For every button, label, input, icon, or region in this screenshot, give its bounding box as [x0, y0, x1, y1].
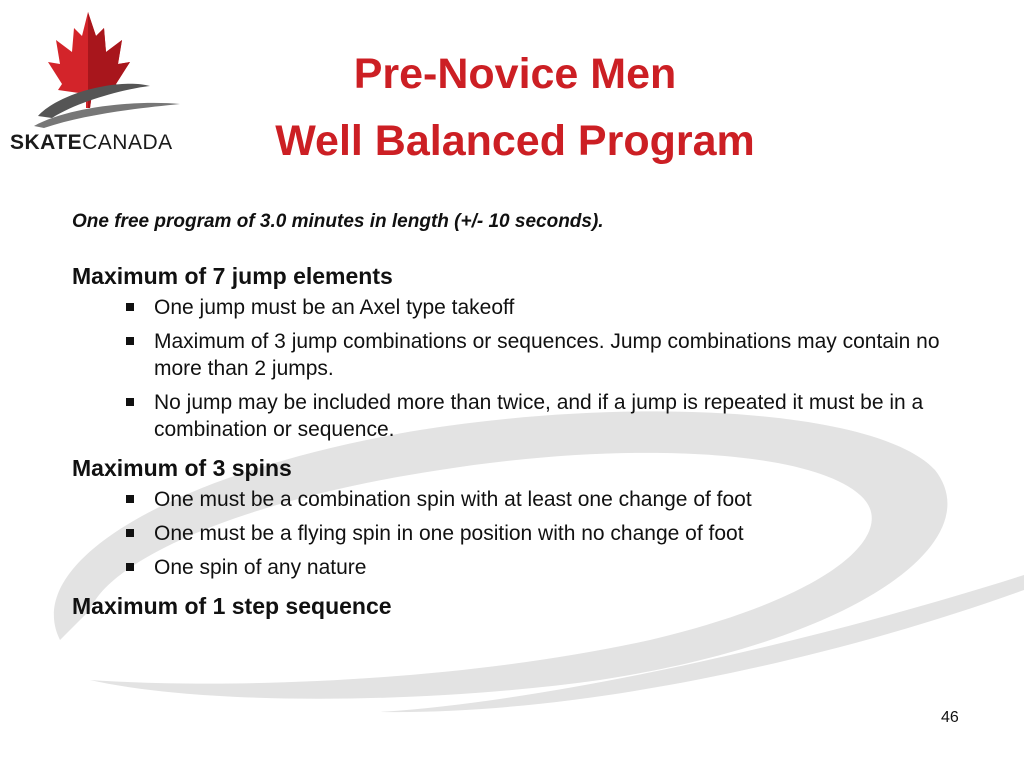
square-bullet-icon: [126, 303, 134, 311]
section-heading-jumps: Maximum of 7 jump elements: [72, 263, 393, 289]
skate-canada-logo: [0, 0, 222, 172]
square-bullet-icon: [126, 529, 134, 537]
logo-text-skate: SKATE: [10, 131, 83, 154]
section-heading-steps: Maximum of 1 step sequence: [72, 593, 392, 619]
jump-rules-list: [72, 294, 972, 443]
slide-title-line1: Pre-Novice Men: [353, 50, 677, 98]
list-item-text: No jump may be included more than twice, and if a jump is repeated it must be in a combination or sequence.: [154, 391, 924, 441]
spin-rules-list: [72, 486, 972, 581]
list-item-text: One jump must be an Axel type takeoff: [154, 296, 515, 319]
list-item-text: One must be a flying spin in one position with no change of foot: [154, 522, 744, 545]
list-item: [154, 328, 954, 382]
square-bullet-icon: [126, 495, 134, 503]
page-number: 46: [941, 709, 959, 726]
maple-leaf-icon: [30, 8, 190, 130]
program-length-note: One free program of 3.0 minutes in length (+/- 10 seconds).: [72, 211, 604, 232]
list-item: [154, 520, 954, 547]
list-item: [154, 389, 954, 443]
list-item: [154, 294, 954, 321]
list-item-text: One spin of any nature: [154, 556, 367, 579]
list-item-text: One must be a combination spin with at least one change of foot: [154, 488, 752, 511]
slide-content: [72, 258, 972, 624]
square-bullet-icon: [126, 563, 134, 571]
square-bullet-icon: [126, 337, 134, 345]
square-bullet-icon: [126, 398, 134, 406]
list-item-text: Maximum of 3 jump combinations or sequences. Jump combinations may contain no more than 2 jumps.: [154, 330, 940, 380]
section-heading-spins: Maximum of 3 spins: [72, 455, 292, 481]
slide-title-line2: Well Balanced Program: [275, 117, 755, 165]
logo-text-canada: CANADA: [82, 131, 173, 154]
list-item: [154, 554, 954, 581]
list-item: [154, 486, 954, 513]
